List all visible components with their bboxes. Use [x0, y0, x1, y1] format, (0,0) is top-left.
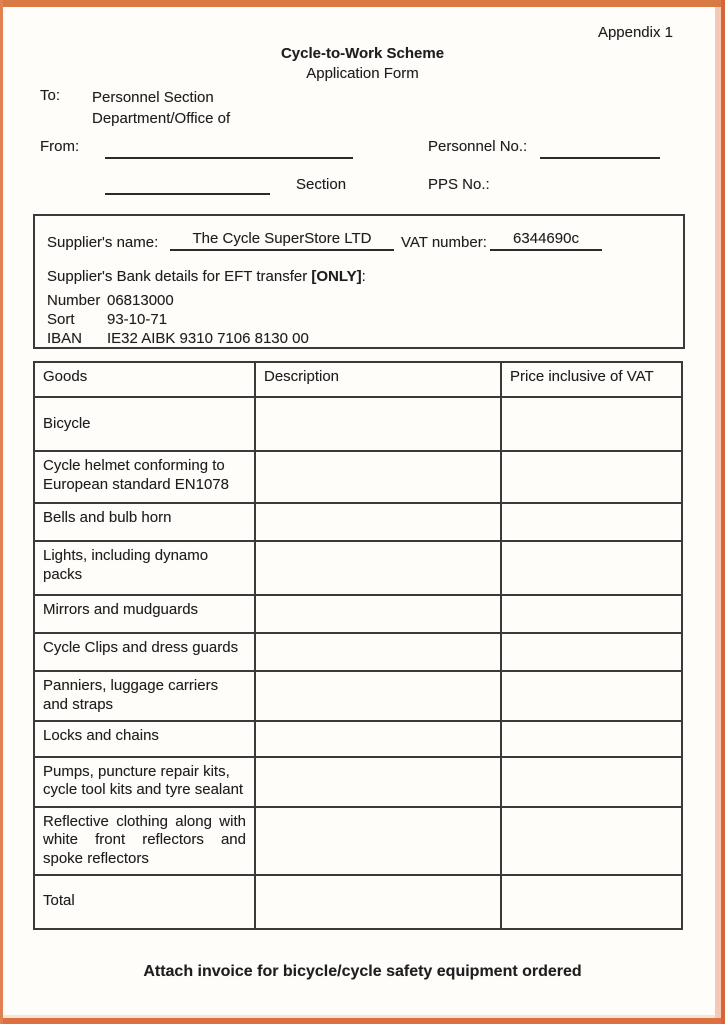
form-subtitle: Application Form — [306, 65, 419, 82]
price-cell — [501, 541, 682, 595]
description-cell — [255, 721, 501, 757]
goods-cell: Reflective clothing along with white front reflectors and spoke reflectors — [34, 807, 255, 875]
table-row — [34, 503, 682, 541]
price-cell — [501, 595, 682, 633]
vat-number-value: 6344690c — [490, 230, 602, 251]
goods-header: Goods — [34, 362, 255, 397]
goods-cell: Bells and bulb horn — [34, 503, 255, 541]
price-cell — [501, 875, 682, 929]
goods-cell: Total — [34, 875, 255, 929]
price-cell — [501, 671, 682, 721]
appendix-label: Appendix 1 — [597, 24, 673, 41]
personnel-no-label: Personnel No.: — [428, 138, 528, 155]
page-border-right — [721, 0, 725, 1024]
goods-cell: Cycle Clips and dress guards — [34, 633, 255, 671]
from-blank-line — [105, 140, 353, 159]
price-cell — [501, 633, 682, 671]
goods-cell: Pumps, puncture repair kits, cycle tool kits and tyre sealant — [34, 757, 255, 807]
price-cell — [501, 397, 682, 451]
to-recipient-line1: Personnel Section — [92, 89, 214, 106]
form-title: Cycle-to-Work Scheme — [280, 45, 445, 62]
page-border-top — [0, 0, 725, 7]
price-cell — [501, 807, 682, 875]
goods-cell: Mirrors and mudguards — [34, 595, 255, 633]
table-row — [34, 541, 682, 595]
description-cell — [255, 595, 501, 633]
table-row — [34, 875, 682, 929]
personnel-no-blank-line — [540, 140, 660, 159]
price-header: Price inclusive of VAT — [501, 362, 682, 397]
goods-cell: Panniers, luggage carriers and straps — [34, 671, 255, 721]
table-row — [34, 451, 682, 503]
supplier-name-label: Supplier's name: — [47, 234, 159, 251]
table-row — [34, 595, 682, 633]
table-row — [34, 721, 682, 757]
bank-iban-label: IBAN — [47, 330, 83, 347]
description-cell — [255, 633, 501, 671]
description-cell — [255, 541, 501, 595]
description-header: Description — [255, 362, 501, 397]
bank-iban-value: IE32 AIBK 9310 7106 8130 00 — [107, 330, 309, 347]
to-recipient-block — [92, 87, 230, 129]
description-cell — [255, 397, 501, 451]
price-cell — [501, 503, 682, 541]
description-cell — [255, 757, 501, 807]
bank-number-value: 06813000 — [107, 292, 174, 309]
to-label: To: — [40, 87, 61, 104]
description-cell — [255, 671, 501, 721]
bank-sort-value: 93-10-71 — [107, 311, 168, 328]
description-cell — [255, 875, 501, 929]
description-cell — [255, 807, 501, 875]
price-cell — [501, 451, 682, 503]
bank-detail-labels — [47, 291, 100, 348]
price-cell — [501, 757, 682, 807]
price-cell — [501, 721, 682, 757]
section-label: Section — [296, 176, 347, 193]
to-recipient-line2: Department/Office of — [92, 110, 231, 127]
table-header-row — [34, 362, 682, 397]
footer-note: Attach invoice for bicycle/cycle safety equipment ordered — [143, 963, 582, 980]
goods-cell: Lights, including dynamo packs — [34, 541, 255, 595]
bank-detail-values — [107, 291, 309, 348]
table-row — [34, 671, 682, 721]
page-border-left — [0, 0, 3, 1024]
from-label: From: — [40, 138, 80, 155]
goods-table — [33, 361, 683, 930]
section-blank-line — [105, 176, 270, 195]
goods-cell: Bicycle — [34, 397, 255, 451]
table-row — [34, 633, 682, 671]
goods-cell: Locks and chains — [34, 721, 255, 757]
vat-number-label: VAT number: — [401, 234, 487, 251]
page-border-bottom — [0, 1018, 725, 1024]
supplier-details-box — [33, 214, 685, 349]
table-row — [34, 397, 682, 451]
bank-number-label: Number — [47, 292, 101, 309]
description-cell — [255, 503, 501, 541]
table-row — [34, 757, 682, 807]
supplier-name-value: The Cycle SuperStore LTD — [170, 230, 394, 251]
table-row — [34, 807, 682, 875]
description-cell — [255, 451, 501, 503]
bank-sort-label: Sort — [47, 311, 75, 328]
goods-cell: Cycle helmet conforming to European standard EN1078 — [34, 451, 255, 503]
bank-details-heading: Supplier's Bank details for EFT transfer [ONLY]: — [47, 268, 366, 285]
pps-no-label: PPS No.: — [428, 176, 490, 193]
